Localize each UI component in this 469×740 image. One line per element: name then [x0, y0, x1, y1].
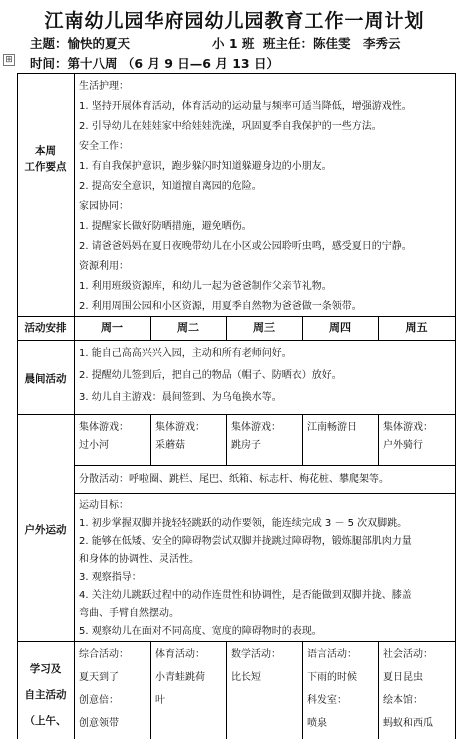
day-header-tue: 周二 [177, 321, 199, 334]
learning-cell-wed: 数学活动： 比长短 [231, 649, 281, 683]
morning-label: 晨间活动 [24, 373, 67, 385]
list-item: 2. 利用周围公园和小区资源，用夏季自然物为爸爸做一条领带。 [79, 301, 362, 312]
key-points-label: 本周 工作要点 [24, 145, 67, 173]
list-item: 4. 关注幼儿跳跃过程中的动作连贯性和协调性，是否能做到双脚并拢、膝盖 [79, 590, 412, 601]
day-header-thu: 周四 [329, 321, 351, 334]
list-item: 2. 能够在低矮、安全的障碍物尝试双脚并拢跳过障碍物，锻炼腿部肌肉力量 [79, 536, 412, 547]
list-item: 3. 幼儿自主游戏：晨间签到、为乌龟换水等。 [79, 392, 282, 403]
outdoor-game-thu: 江南畅游日 [307, 422, 357, 433]
list-item: 和身体的协调性、灵活性。 [79, 554, 199, 565]
outdoor-game-mon: 集体游戏： 过小河 [79, 422, 129, 451]
list-item: 资源利用： [79, 261, 129, 272]
list-item: 1. 有自我保护意识，跑步躲闪时知道躲避身边的小朋友。 [79, 161, 332, 172]
list-item: 家园协同： [79, 201, 129, 212]
list-item: 2. 引导幼儿在娃娃家中给娃娃洗澡，巩固夏季自我保护的一些方法。 [79, 121, 382, 132]
learning-label: 学习及 自主活动 （上午、 [24, 663, 67, 727]
theme-label: 主题：愉快的夏天 [30, 36, 131, 51]
list-item: 生活护理： [79, 81, 129, 92]
list-item: 2. 请爸爸妈妈在夏日夜晚带幼儿在小区或公园聆听虫鸣，感受夏日的宁静。 [79, 241, 412, 252]
list-item: 运动目标： [79, 500, 129, 511]
outdoor-label: 户外运动 [24, 524, 67, 536]
list-item: 2. 提醒幼儿签到后，把自己的物品（帽子、防晒衣）放好。 [79, 370, 342, 381]
schedule-label: 活动安排 [24, 322, 67, 334]
outdoor-goals-text [79, 499, 412, 643]
outdoor-game-fri: 集体游戏： 户外骑行 [383, 422, 433, 451]
list-item: 5. 观察幼儿在面对不同高度、宽度的障碍物时的表现。 [79, 626, 322, 637]
learning-cell-thu: 语言活动： 下雨的时候 科发室： 喷泉 [307, 649, 357, 729]
group-activity-text: 分散活动：呼啦圈、跳栏、尾巴、纸箱、标志杆、梅花桩、攀爬架等。 [79, 474, 389, 485]
list-item: 1. 初步掌握双脚并拢轻轻跳跃的动作要领，能连续完成 3 － 5 次双脚跳。 [79, 518, 408, 529]
day-header-fri: 周五 [405, 321, 428, 334]
list-item: 3. 观察指导： [79, 572, 142, 583]
list-item: 2. 提高安全意识，知道擅自离园的危险。 [79, 181, 262, 192]
day-header-wed: 周三 [253, 321, 275, 334]
learning-cell-fri: 社会活动： 夏日昆虫 绘本馆： 蚂蚁和西瓜 [383, 649, 433, 729]
outdoor-game-tue: 集体游戏： 采蘑菇 [155, 422, 205, 451]
day-header-mon: 周一 [101, 321, 123, 334]
list-item: 安全工作： [79, 141, 129, 152]
learning-cell-mon: 综合活动： 夏天到了 创意倍： 创意领带 [79, 649, 129, 729]
key-points-text [79, 80, 412, 320]
list-item: 1. 提醒家长做好防晒措施，避免晒伤。 [79, 221, 252, 232]
list-item: 1. 利用班级资源库，和幼儿一起为爸爸制作父亲节礼物。 [79, 281, 332, 292]
time-label: 时间：第十八周 （6 月 9 日—6 月 13 日） [30, 56, 279, 71]
list-item: 弯曲、手臂自然摆动。 [79, 608, 179, 619]
outdoor-game-wed: 集体游戏： 跳房子 [231, 422, 281, 451]
learning-cell-tue: 体育活动： 小青蛙跳荷 叶 [155, 649, 205, 706]
list-item: 1. 坚持开展体育活动，体育活动的运动量与频率可适当降低，增强游戏性。 [79, 101, 412, 112]
class-label: 小 1 班 [212, 36, 255, 51]
page-title: 江南幼儿园华府园幼儿园教育工作一周计划 [44, 10, 425, 32]
morning-text [79, 347, 342, 413]
teacher-label: 班主任：陈佳雯 李秀云 [263, 36, 401, 51]
list-item: 1. 能自己高高兴兴入园，主动和所有老师问好。 [79, 348, 292, 359]
table-move-handle-icon[interactable]: ⊞ [3, 54, 15, 66]
